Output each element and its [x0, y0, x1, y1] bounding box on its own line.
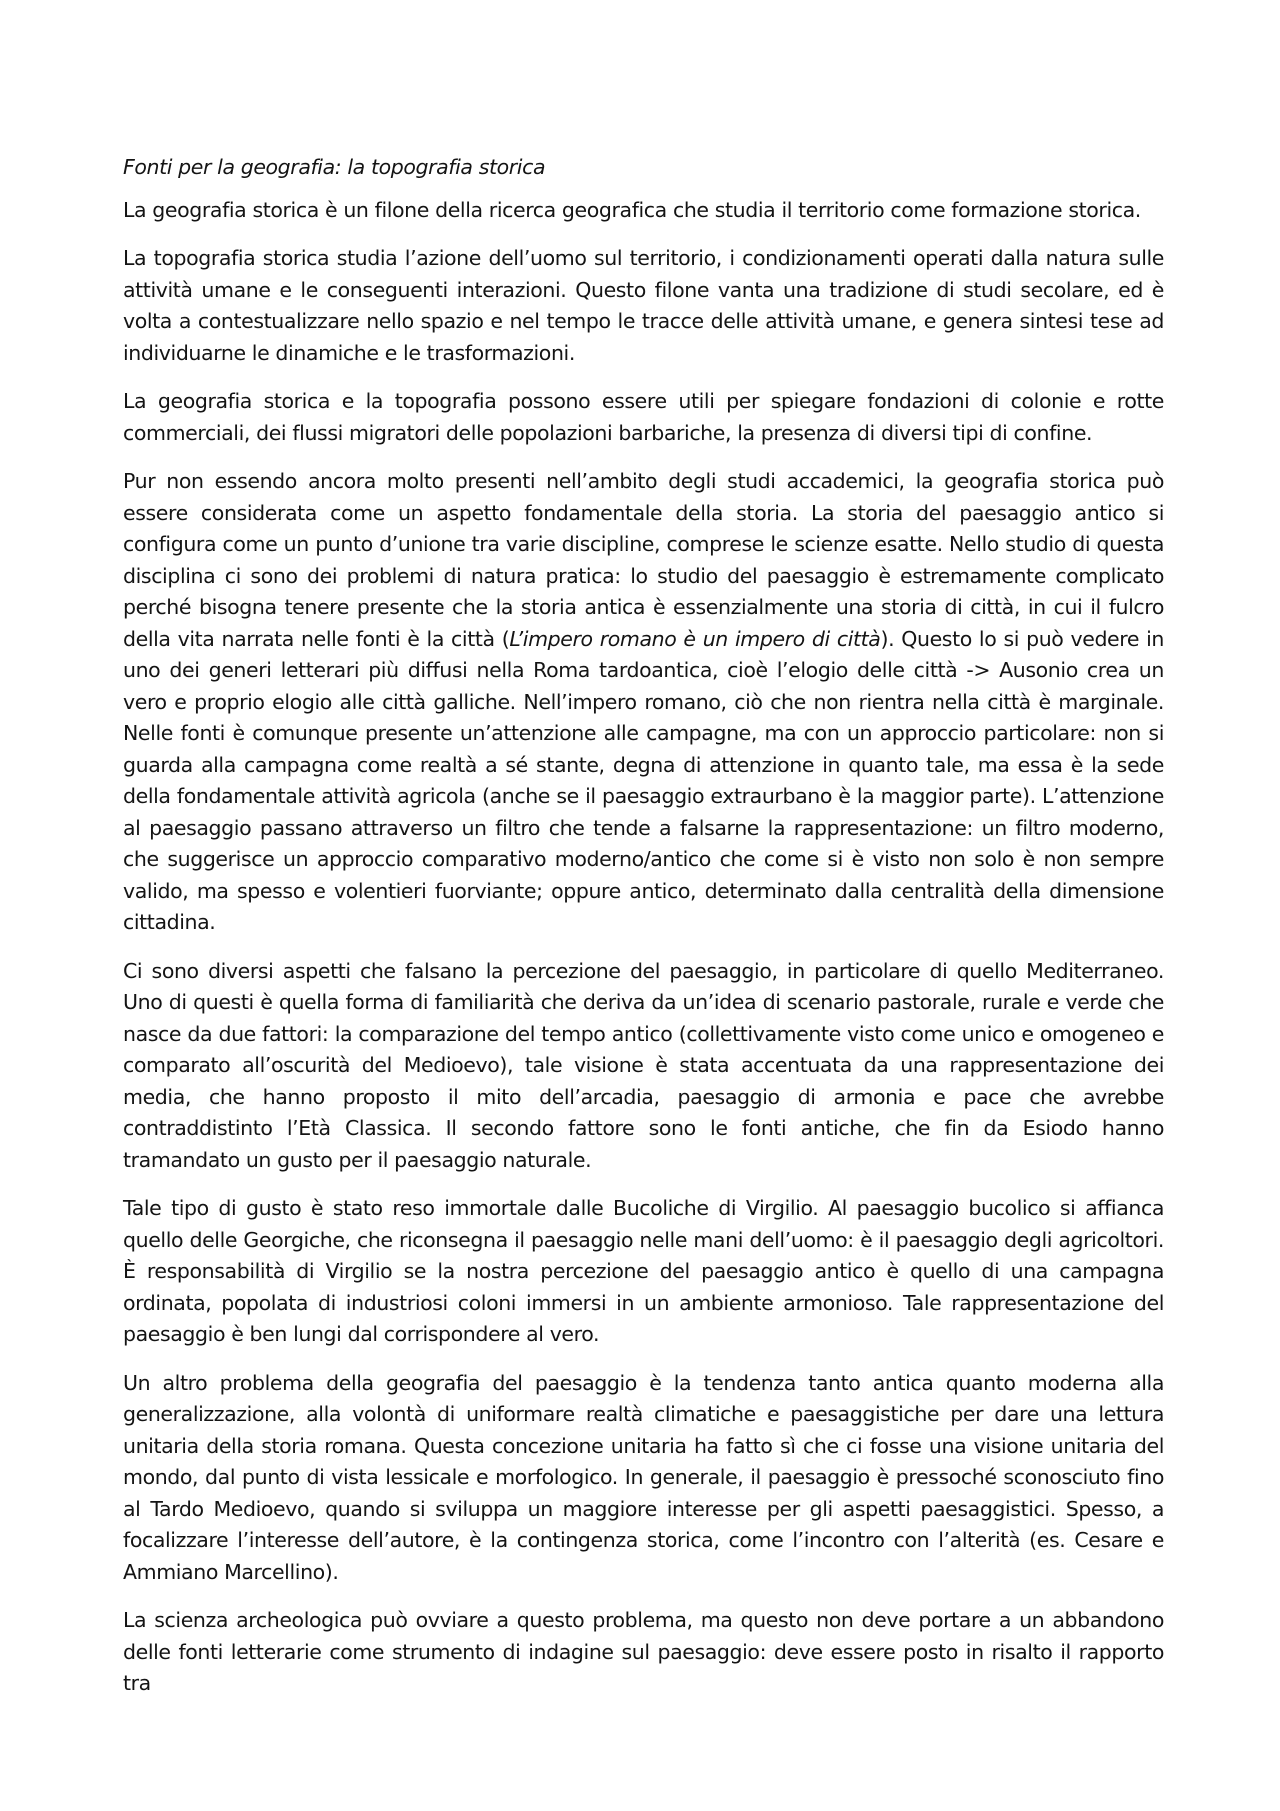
paragraph-4-text-before: Pur non essendo ancora molto presenti nell’ambito degli studi accademici, la geografia storica può essere considerata come un aspetto fondamentale della storia. La storia del paesaggio antico si configura come un punto d’unione tra varie discipline, comprese le scienze esatte. Nello studio di questa disciplina ci sono dei problemi di natura pratica: lo studio del paesaggio è estremamente complicato perché bisogna tenere presente che la storia antica è essenzialmente una storia di città, in cui il fulcro della vita narrata nelle fonti è la città (: [123, 469, 1164, 651]
paragraph-1: La geografia storica è un filone della ricerca geografica che studia il territorio come formazione storica.: [123, 197, 1141, 222]
paragraph-4-text-after: ). Questo lo si può vedere in uno dei generi letterari più diffusi nella Roma tardoantica, cioè l’elogio delle città -> Ausonio crea un vero e proprio elogio alle città galliche. Nell’impero romano, ciò che non rientra nella città è marginale. Nelle fonti è comunque presente un’attenzione alle campagne, ma con un approccio particolare: non si guarda alla campagna come realtà a sé stante, degna di attenzione in quanto tale, ma essa è la sede della fondamentale attività agricola (anche se il paesaggio extraurbano è la maggior parte). L’attenzione al paesaggio passano attraverso un filtro che tende a falsarne la rappresentazione: un filtro moderno, che suggerisce un approccio comparativo moderno/antico che come si è visto non solo è non sempre valido, ma spesso e volentieri fuorviante; oppure antico, determinato dalla centralità della dimensione cittadina.: [123, 626, 1165, 934]
paragraph-7: Un altro problema della geografia del paesaggio è la tendenza tanto antica quanto moderna alla generalizzazione, alla volontà di uniformare realtà climatiche e paesaggistiche per dare una lettura unitaria della storia romana. Questa concezione unitaria ha fatto sì che ci fosse una visione unitaria del mondo, dal punto di vista lessicale e morfologico. In generale, il paesaggio è pressoché sconosciuto fino al Tardo Medioevo, quando si sviluppa un maggiore interesse per gli aspetti paesaggistici. Spesso, a focalizzare l’interesse dell’autore, è la contingenza storica, come l’incontro con l’alterità (es. Cesare e Ammiano Marcellino).: [123, 1370, 1164, 1584]
paragraph-6: Tale tipo di gusto è stato reso immortale dalle Bucoliche di Virgilio. Al paesaggio bucolico si affianca quello delle Georgiche, che riconsegna il paesaggio nelle mani dell’uomo: è il paesaggio degli agricoltori. È responsabilità di Virgilio se la nostra percezione del paesaggio antico è quello di una campagna ordinata, popolata di industriosi coloni immersi in un ambiente armonioso. Tale rappresentazione del paesaggio è ben lungi dal corrispondere al vero.: [123, 1196, 1164, 1346]
paragraph-3: La geografia storica e la topografia possono essere utili per spiegare fondazioni di colonie e rotte commerciali, dei flussi migratori delle popolazioni barbariche, la presenza di diversi tipi di confine.: [123, 389, 1164, 445]
paragraph-2: La topografia storica studia l’azione dell’uomo sul territorio, i condizionamenti operati dalla natura sulle attività umane e le conseguenti interazioni. Questo filone vanta una tradizione di studi secolare, ed è volta a contestualizzare nello spazio e nel tempo le tracce delle attività umane, e genera sintesi tese ad individuarne le dinamiche e le trasformazioni.: [123, 246, 1164, 365]
paragraph-4-italic-quote: L’impero romano è un impero di città: [509, 626, 881, 651]
paragraph-5: Ci sono diversi aspetti che falsano la percezione del paesaggio, in particolare di quello Mediterraneo. Uno di questi è quella forma di familiarità che deriva da un’idea di scenario pastorale, rurale e verde che nasce da due fattori: la comparazione del tempo antico (collettivamente visto come unico e omogeneo e comparato all’oscurità del Medioevo), tale visione è stata accentuata da una rappresentazione dei media, che hanno proposto il mito dell’arcadia, paesaggio di armonia e pace che avrebbe contraddistinto l’Età Classica. Il secondo fattore sono le fonti antiche, che fin da Esiodo hanno tramandato un gusto per il paesaggio naturale.: [123, 958, 1164, 1172]
paragraph-4: [123, 466, 1164, 939]
document-title: Fonti per la geografia: la topografia storica: [123, 155, 546, 179]
paragraph-8: La scienza archeologica può ovviare a questo problema, ma questo non deve portare a un abbandono delle fonti letterarie come strumento di indagine sul paesaggio: deve essere posto in risalto il rapporto tra: [123, 1608, 1164, 1695]
